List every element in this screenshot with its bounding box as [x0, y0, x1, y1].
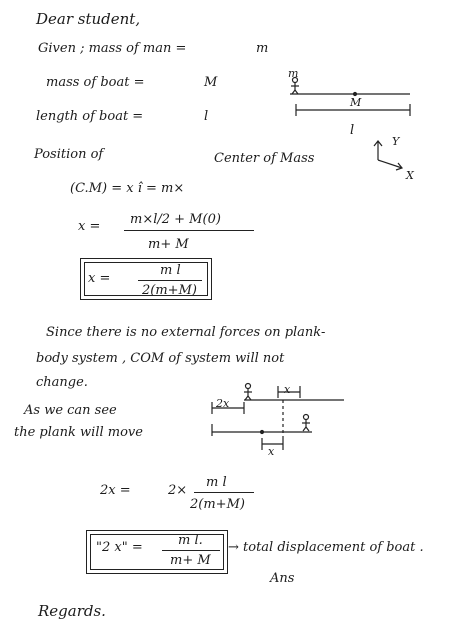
com-boxed-num: m l — [160, 263, 181, 278]
com-eq-num: m×l/2 + M(0) — [130, 212, 221, 227]
fig2-com-dot — [260, 430, 263, 433]
com-eq-den: m+ M — [148, 237, 189, 252]
fig1-l-label: l — [350, 123, 355, 138]
result-boxed-num: m l. — [178, 533, 203, 548]
fig2-text-line2: the plank will move — [14, 425, 143, 440]
fig1-m-label: m — [288, 67, 299, 80]
given-man-label: Given ; mass of man = — [38, 41, 187, 56]
given-boat-label: mass of boat = — [46, 75, 145, 90]
given-boat-mass: M — [204, 75, 218, 90]
fig1-axis-x: X — [406, 169, 414, 182]
man-figure-icon — [302, 415, 310, 432]
com-boxed-lhs: x = — [88, 271, 111, 286]
result-boxed-lhs: "2 x" = — [96, 540, 143, 555]
result-eq-den: 2(m+M) — [190, 497, 245, 512]
closing: Regards. — [38, 602, 106, 620]
greeting: Dear student, — [36, 10, 141, 28]
com-boxed-den: 2(m+M) — [142, 283, 197, 298]
fig1-M-label: M — [350, 96, 362, 109]
result-eq-lhs: 2x = — [100, 483, 131, 498]
result-boxed-den: m+ M — [170, 553, 211, 568]
result-ans: Ans — [270, 571, 295, 586]
com-heading-right: Center of Mass — [214, 151, 315, 166]
fig1-axis-y: Y — [392, 135, 400, 148]
fig2-label-x-bottom: x — [268, 445, 275, 458]
result-eq-fraction-bar — [194, 492, 254, 493]
given-length: l — [204, 109, 209, 124]
com-eq-lhs: x = — [78, 219, 101, 234]
com-line1: (C.M) = x î = m× — [70, 181, 185, 196]
given-length-label: length of boat = — [36, 109, 144, 124]
result-boxed-fraction-bar — [162, 550, 220, 551]
explanation-line3: change. — [36, 375, 88, 390]
com-heading-left: Position of — [34, 147, 104, 162]
fig2-label-x-top: x — [284, 383, 291, 396]
given-man-mass: m — [256, 41, 269, 56]
fig2-text-line1: As we can see — [24, 403, 117, 418]
result-arrow-note: → total displacement of boat . — [228, 540, 424, 555]
fig2-label-2x: 2x — [216, 397, 230, 410]
explanation-line2: body system , COM of system will not — [36, 351, 285, 366]
explanation-line1: Since there is no external forces on plank- — [46, 325, 326, 340]
result-eq-num: m l — [206, 475, 227, 490]
result-eq-prefix: 2× — [168, 483, 188, 498]
man-figure-icon — [244, 384, 252, 401]
